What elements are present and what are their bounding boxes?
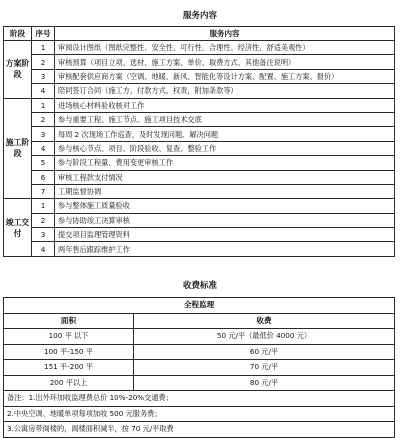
table-row [4,112,395,126]
header-content: 服务内容 [55,27,395,41]
item-num: 4 [32,242,55,256]
item-num: 1 [32,41,55,55]
fees-header-row [4,313,395,329]
item-content: 审核预算（项目立项、选材、施工方案、单价、取费方式、其他备注说明） [55,55,395,69]
item-num: 3 [32,228,55,242]
item-num: 7 [32,184,55,198]
table-row [4,375,395,391]
item-content: 每周 2 次现场工作巡查，及时发现问题、解决问题 [55,127,395,141]
fee-cell: 70 元/平 [134,360,395,376]
services-header-row [4,27,395,41]
table-row [4,55,395,69]
item-content: 参与核心节点、项目、阶段验收、复查、整验工作 [55,141,395,155]
note-row [4,406,395,422]
table-row [4,141,395,155]
header-area: 面积 [4,313,134,329]
area-cell: 100 平 以下 [4,329,134,345]
header-phase: 阶段 [4,27,32,41]
table-row [4,127,395,141]
note-row [4,391,395,407]
note-text: 2.中央空调、地暖单项每项加收 500 元服务费； [4,406,395,422]
services-title: 服务内容 [182,11,217,21]
area-cell: 200 平以上 [4,375,134,391]
table-row [4,184,395,198]
item-content: 工期监督协调 [55,184,395,198]
note-row [4,422,395,438]
plan-name: 全程监理 [4,298,395,314]
item-content: 提交项目监理管理资料 [55,228,395,242]
item-content: 进场核心材料验收核对工作 [55,98,395,112]
phase-label: 方案阶段 [4,41,32,99]
area-cell: 100 平-150 平 [4,344,134,360]
item-num: 1 [32,98,55,112]
services-table [3,26,395,257]
plan-row [4,298,395,314]
table-row [4,170,395,184]
fee-cell: 80 元/平 [134,375,395,391]
item-num: 3 [32,69,55,83]
table-row [4,213,395,227]
item-content: 陪同签订合同（施工方，付款方式，权责，附加条款等） [55,84,395,98]
item-content: 参与协助竣工决算审核 [55,213,395,227]
table-row [4,242,395,256]
item-content: 参与阶段工程量、费用变更审核工作 [55,156,395,170]
item-content: 审核工程款支付情况 [55,170,395,184]
table-row [4,84,395,98]
table-row [4,360,395,376]
item-content: 参与重要工程、施工节点、施工项目技术交底 [55,112,395,126]
table-row [4,344,395,360]
header-fee: 收费 [134,313,395,329]
item-num: 2 [32,55,55,69]
fees-title: 收费标准 [182,281,217,291]
table-row [4,199,395,213]
item-num: 2 [32,213,55,227]
table-row [4,228,395,242]
phase-label: 竣工交付 [4,199,32,257]
table-row [4,69,395,83]
fees-table [3,297,395,438]
item-content: 参与整体施工质量验收 [55,199,395,213]
item-num: 4 [32,84,55,98]
item-num: 5 [32,156,55,170]
table-row [4,156,395,170]
table-row [4,41,395,55]
fee-cell: 50 元/平（最低价 4000 元） [134,329,395,345]
item-num: 2 [32,112,55,126]
item-num: 4 [32,141,55,155]
item-content: 两年售后跟踪维护工作 [55,242,395,256]
item-content: 审阅设计图纸（图纸完整性、安全性、可行性、合理性、经济性、舒适美观性） [55,41,395,55]
item-num: 3 [32,127,55,141]
phase-label: 施工阶段 [4,98,32,199]
header-num: 序号 [32,27,55,41]
area-cell: 151 平-200 平 [4,360,134,376]
item-content: 审核配套供应商方案（空调、地暖、新风、智能化等设计方案、配置、施工方案、报价） [55,69,395,83]
table-row [4,329,395,345]
note-text: 3.公寓房带阁楼的，阁楼面积减半，按 70 元/平取费 [4,422,395,438]
item-num: 1 [32,199,55,213]
note-text: 备注：1.出外环加收监理费总价 10%-20%交通费； [4,391,395,407]
item-num: 6 [32,170,55,184]
table-row [4,98,395,112]
fee-cell: 60 元/平 [134,344,395,360]
